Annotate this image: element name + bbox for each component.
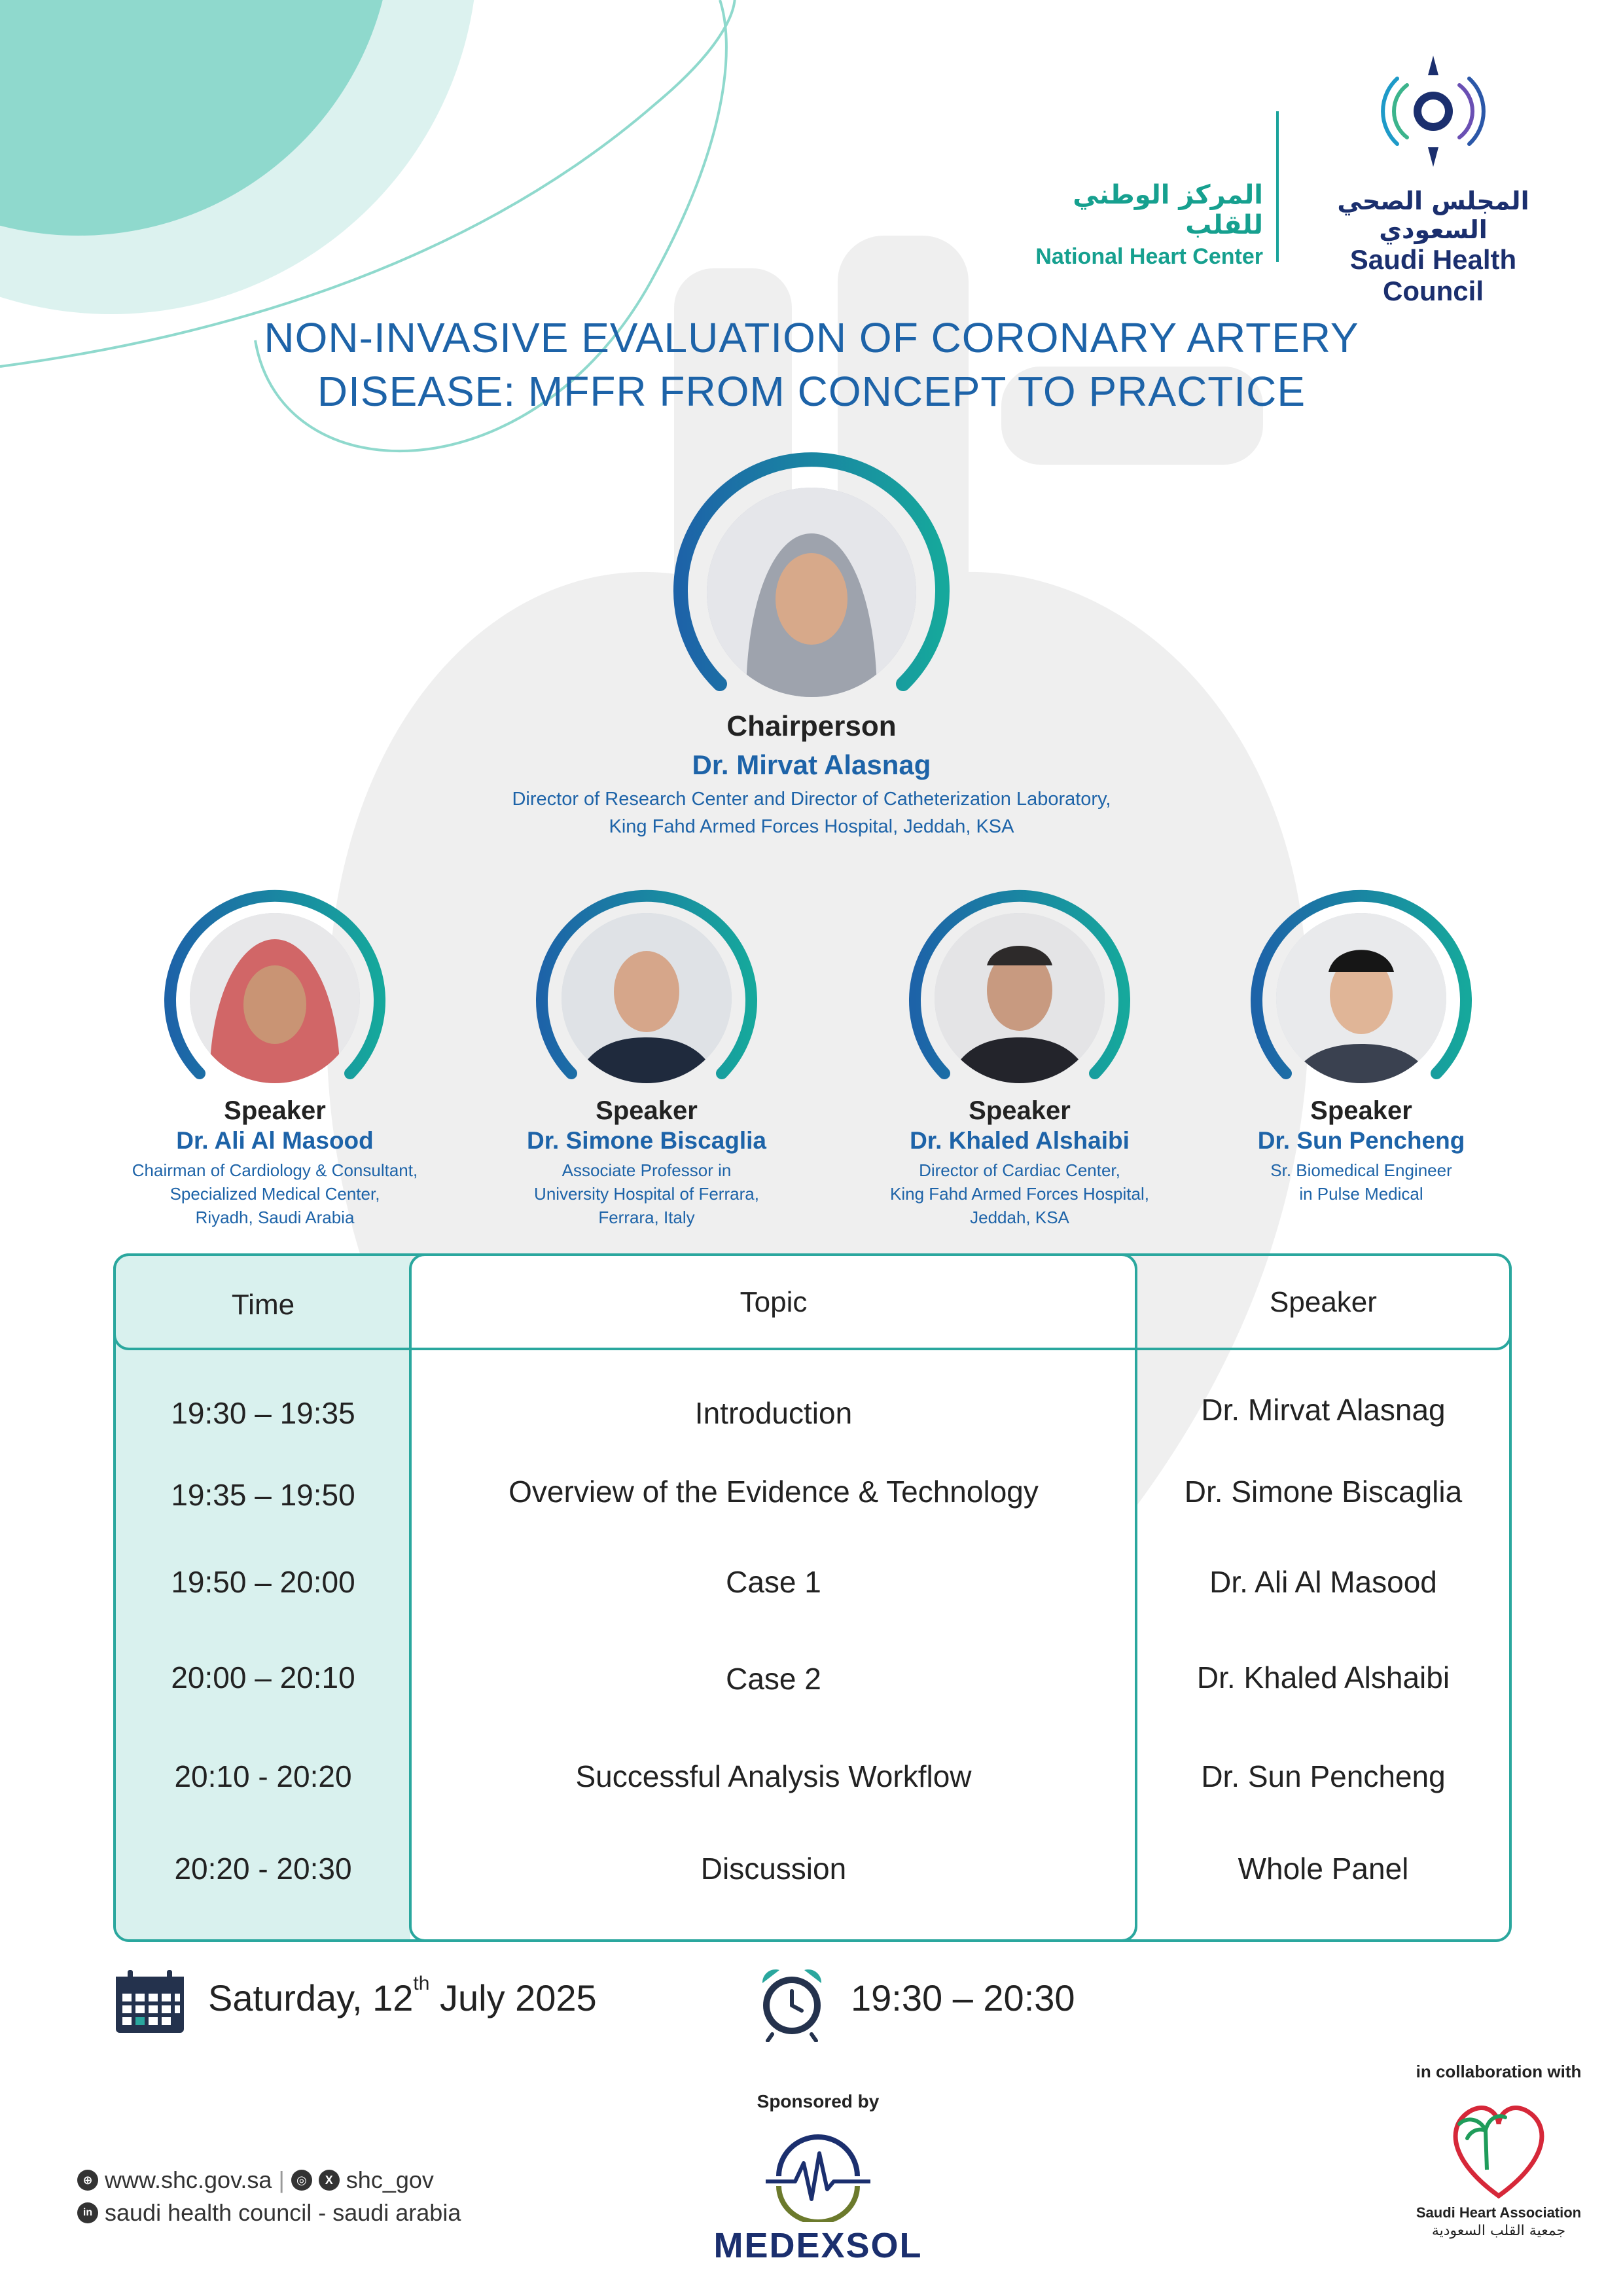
row-1-time: 19:30 – 19:35 bbox=[171, 1396, 355, 1430]
chair-desc-line-1: Director of Research Center and Director of Catheterization Laboratory, bbox=[512, 789, 1111, 810]
speaker-3-desc-line-3: Jeddah, KSA bbox=[970, 1208, 1069, 1227]
row-5-time: 20:10 - 20:20 bbox=[174, 1759, 352, 1793]
separator: | bbox=[278, 2166, 285, 2193]
header-speaker: Speaker bbox=[1270, 1286, 1377, 1318]
speaker-3-desc-line-1: Director of Cardiac Center, bbox=[919, 1160, 1120, 1180]
date-prefix: Saturday, 12 bbox=[208, 1977, 414, 2018]
speaker-role-4: Speaker bbox=[1310, 1096, 1412, 1125]
speaker-name-2: Dr. Simone Biscaglia bbox=[526, 1127, 767, 1154]
row-2-topic: Overview of the Evidence & Technology bbox=[508, 1475, 1039, 1509]
speaker-1-desc-line-3: Riyadh, Saudi Arabia bbox=[195, 1208, 355, 1227]
nhc-arabic-name: المركز الوطني للقلب bbox=[1073, 180, 1263, 240]
agenda-table bbox=[113, 1253, 1512, 1942]
row-2-time: 19:35 – 19:50 bbox=[171, 1478, 355, 1512]
speaker-portrait-4 bbox=[1243, 880, 1479, 1116]
logo-divider bbox=[1276, 111, 1279, 262]
social-handle[interactable]: shc_gov bbox=[346, 2166, 434, 2193]
nhc-english-name: National Heart Center bbox=[1035, 244, 1263, 269]
speaker-photo-2 bbox=[562, 913, 732, 1083]
sponsored-by-label: Sponsored by bbox=[757, 2091, 880, 2111]
title-line-1: NON-INVASIVE EVALUATION OF CORONARY ARTERY bbox=[264, 314, 1359, 361]
calendar-icon bbox=[113, 1970, 187, 2036]
x-icon[interactable]: X bbox=[319, 2170, 340, 2191]
speaker-portrait-1 bbox=[157, 880, 393, 1116]
medexsol-logo-icon bbox=[759, 2124, 877, 2222]
speaker-name-1: Dr. Ali Al Masood bbox=[176, 1127, 374, 1154]
speaker-4-desc-line-2: in Pulse Medical bbox=[1299, 1184, 1423, 1204]
shc-arabic-name: المجلس الصحي السعودي bbox=[1337, 187, 1529, 244]
row-4-topic: Case 2 bbox=[726, 1662, 821, 1696]
saudi-heart-association-arabic: جمعية القلب السعودية bbox=[1431, 2223, 1566, 2239]
speaker-desc-3 bbox=[840, 1158, 1200, 1229]
social-row-2 bbox=[77, 2199, 461, 2227]
saudi-heart-association-name: Saudi Heart Association bbox=[1416, 2204, 1582, 2221]
saudi-health-council-logo bbox=[1296, 46, 1571, 307]
chair-name: Dr. Mirvat Alasnag bbox=[692, 749, 931, 780]
sponsor-name: MEDEXSOL bbox=[713, 2226, 923, 2265]
saudi-heart-association-logo-icon bbox=[1440, 2091, 1558, 2202]
row-6-topic: Discussion bbox=[700, 1852, 847, 1886]
speaker-role-2: Speaker bbox=[596, 1096, 698, 1125]
row-3-time: 19:50 – 20:00 bbox=[171, 1565, 355, 1599]
row-4-time: 20:00 – 20:10 bbox=[171, 1660, 355, 1695]
speaker-4-desc-line-1: Sr. Biomedical Engineer bbox=[1270, 1160, 1452, 1180]
speaker-3-desc-line-2: King Fahd Armed Forces Hospital, bbox=[890, 1184, 1149, 1204]
linkedin-link[interactable]: saudi health council - saudi arabia bbox=[105, 2199, 461, 2226]
speaker-photo-4 bbox=[1276, 913, 1446, 1083]
header-time: Time bbox=[231, 1289, 295, 1321]
event-title bbox=[131, 311, 1492, 418]
event-time: 19:30 – 20:30 bbox=[851, 1977, 1075, 2018]
event-date bbox=[208, 1973, 597, 2019]
row-3-topic: Case 1 bbox=[726, 1565, 821, 1599]
shc-english-name: Saudi Health Council bbox=[1349, 244, 1517, 306]
row-1-topic: Introduction bbox=[694, 1396, 853, 1430]
speaker-portrait-3 bbox=[902, 880, 1137, 1116]
social-row-1 bbox=[77, 2166, 434, 2194]
collaboration-label: in collaboration with bbox=[1416, 2062, 1582, 2081]
speaker-portrait-2 bbox=[529, 880, 764, 1116]
speaker-2-desc-line-3: Ferrara, Italy bbox=[598, 1208, 695, 1227]
speaker-role-3: Speaker bbox=[969, 1096, 1071, 1125]
website-link[interactable]: www.shc.gov.sa bbox=[105, 2166, 272, 2193]
speaker-name-3: Dr. Khaled Alshaibi bbox=[910, 1127, 1130, 1154]
speaker-desc-1 bbox=[95, 1158, 455, 1229]
row-4-speaker: Dr. Khaled Alshaibi bbox=[1196, 1660, 1450, 1695]
row-5-speaker: Dr. Sun Pencheng bbox=[1201, 1759, 1446, 1793]
shc-emblem-icon bbox=[1368, 46, 1499, 177]
speaker-desc-2 bbox=[467, 1158, 827, 1229]
speaker-role-1: Speaker bbox=[224, 1096, 326, 1125]
speaker-photo-3 bbox=[935, 913, 1105, 1083]
national-heart-center-logo bbox=[995, 180, 1263, 270]
date-suffix-ordinal: th bbox=[413, 1973, 430, 1994]
row-3-speaker: Dr. Ali Al Masood bbox=[1209, 1565, 1437, 1599]
speaker-desc-4 bbox=[1181, 1158, 1541, 1206]
instagram-icon[interactable]: ◎ bbox=[291, 2170, 312, 2191]
row-6-speaker: Whole Panel bbox=[1238, 1852, 1409, 1886]
alarm-clock-icon bbox=[756, 1964, 828, 2042]
speaker-1-desc-line-2: Specialized Medical Center, bbox=[169, 1184, 380, 1204]
row-1-speaker: Dr. Mirvat Alasnag bbox=[1201, 1393, 1446, 1427]
row-6-time: 20:20 - 20:30 bbox=[174, 1852, 352, 1886]
header-topic: Topic bbox=[740, 1286, 808, 1318]
speaker-2-desc-line-2: University Hospital of Ferrara, bbox=[534, 1184, 759, 1204]
linkedin-icon[interactable]: in bbox=[77, 2202, 98, 2223]
speaker-photo-1 bbox=[190, 913, 360, 1083]
date-month-year: July 2025 bbox=[429, 1977, 597, 2018]
chair-description bbox=[419, 785, 1204, 840]
title-line-2: DISEASE: MFFR FROM CONCEPT TO PRACTICE bbox=[317, 368, 1306, 415]
chair-desc-line-2: King Fahd Armed Forces Hospital, Jeddah, KSA bbox=[609, 816, 1014, 837]
chair-portrait bbox=[668, 448, 955, 736]
row-5-topic: Successful Analysis Workflow bbox=[575, 1759, 972, 1793]
speaker-2-desc-line-1: Associate Professor in bbox=[562, 1160, 732, 1180]
speaker-1-desc-line-1: Chairman of Cardiology & Consultant, bbox=[132, 1160, 418, 1180]
chair-role: Chairperson bbox=[726, 710, 897, 742]
chair-photo bbox=[707, 488, 916, 697]
globe-icon: ⊕ bbox=[77, 2170, 98, 2191]
speaker-name-4: Dr. Sun Pencheng bbox=[1257, 1127, 1465, 1154]
row-2-speaker: Dr. Simone Biscaglia bbox=[1184, 1475, 1463, 1509]
